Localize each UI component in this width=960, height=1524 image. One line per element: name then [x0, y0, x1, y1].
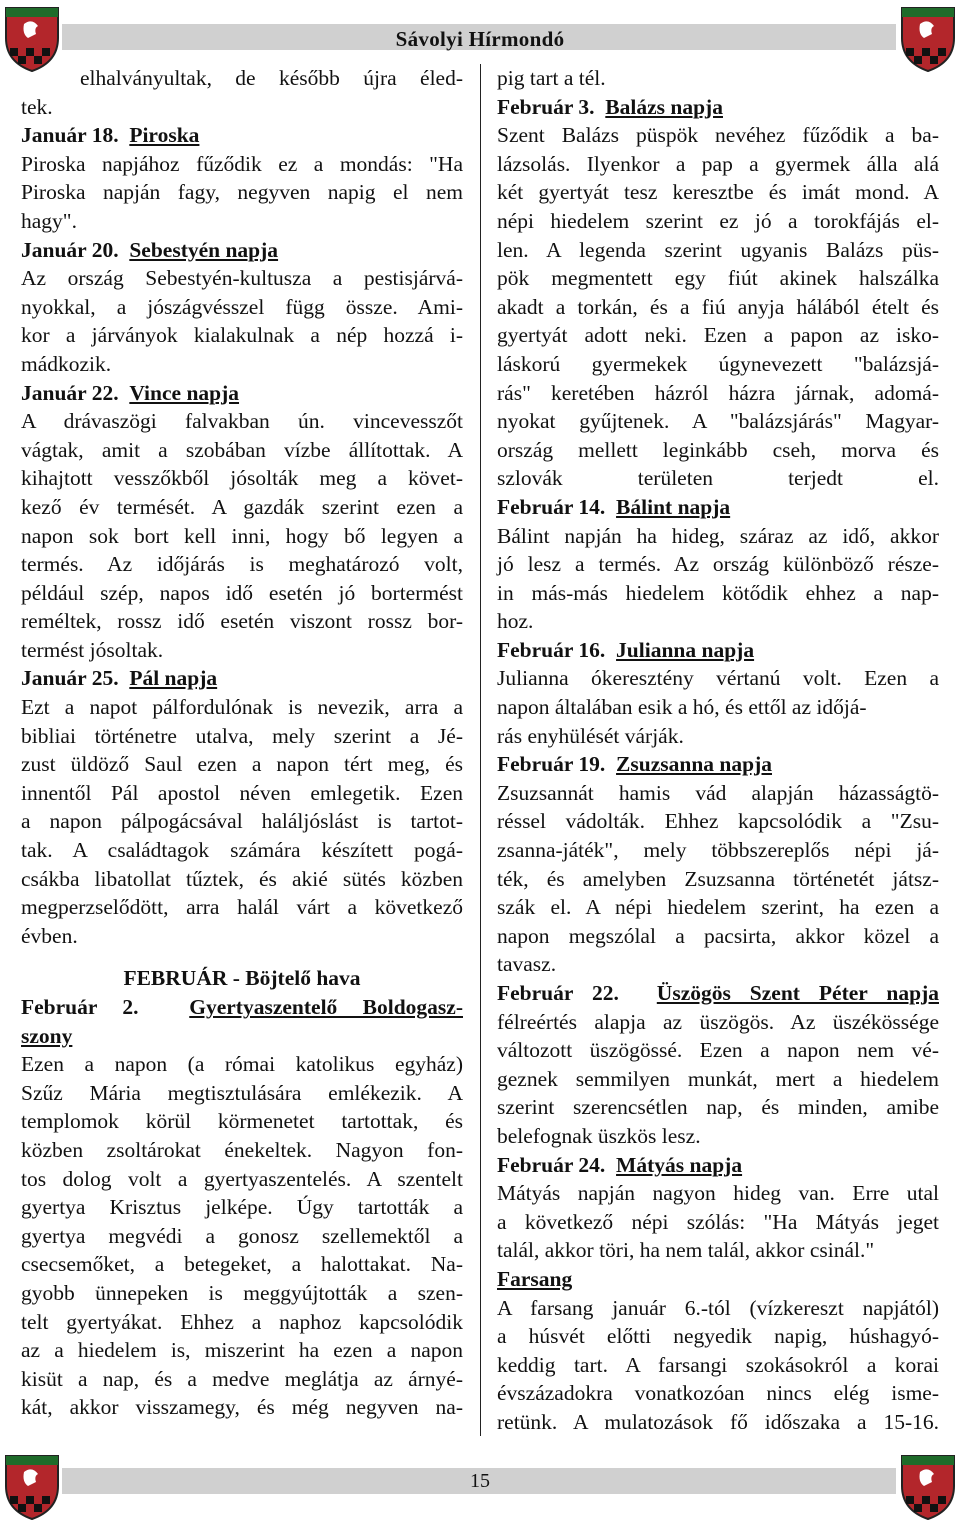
entry-heading — [21, 379, 463, 408]
entry-heading — [21, 236, 463, 265]
text-line: rás" keretében házról házra járnak, adomá- — [497, 380, 939, 405]
entry-date: Február 14. — [497, 494, 606, 519]
left-column — [21, 64, 463, 1422]
text-line: bibliai történetre utalva, mely szerint a Jé- — [21, 723, 463, 748]
text-line: lázsolás. Ilyenkor a pap a gyermek álla alá — [497, 151, 939, 176]
entry-title: Gyertyaszentelő Boldogasz- — [189, 995, 463, 1019]
entry-date: Február 19. — [497, 752, 606, 777]
text-line: közben zsoltárokat énekeltek. Nagyon fon- — [21, 1137, 463, 1162]
text-line: keddig tart. A farsangi szokásokról a korai — [497, 1352, 939, 1377]
entry-date: Február 22. — [497, 981, 619, 1005]
entry-heading — [497, 750, 939, 779]
text-line: in más-más hiedelem kötődik ehhez a nap- — [497, 580, 939, 605]
text-line: évben. — [21, 923, 78, 948]
entry-title: szony — [21, 1023, 73, 1048]
text-line: A drávaszögi falvakban ún. vincevesszőt — [21, 409, 463, 434]
text-line: gyertyát adott neki. Ezen a papon az isko- — [497, 323, 939, 348]
entry-title: Sebestyén napja — [129, 237, 279, 262]
text-line: Julianna ókeresztény vértanú volt. Ezen a — [497, 666, 939, 691]
entry-title: Julianna napja — [616, 637, 755, 662]
text-line: gyertya megvédi a gonosz szellemektől a — [21, 1223, 463, 1248]
text-line: pig tart a tél. — [497, 66, 606, 90]
text-line: népi hiedelem szerint ez jó a torokfájás el- — [497, 208, 939, 233]
text-line: réssel vádolták. Ehhez kapcsolódik a "Zsu- — [497, 809, 939, 834]
text-line: retünk. A mulatozások fő időszaka a 15-16. — [497, 1409, 939, 1434]
farsang-heading: Farsang — [497, 1266, 573, 1291]
text-line: gyobb ünnepeken is meggyújtották a szen- — [21, 1280, 463, 1305]
entry-date: Január 18. — [21, 123, 119, 148]
text-line: elhalványultak, de később újra éled- — [80, 66, 463, 90]
text-line: szlovák területen terjedt el. — [497, 466, 939, 491]
text-line: az a hiedelem is, miszerint ha ezen a napon — [21, 1338, 463, 1363]
entry-heading — [21, 664, 463, 693]
entry-date: Január 22. — [21, 380, 119, 405]
entry-title: Vince napja — [129, 380, 240, 405]
text-line: a húsvét előtti negyedik napig, húshagyó- — [497, 1324, 939, 1349]
page-number: 15 — [470, 1470, 490, 1492]
text-line: zust üldöző Saul ezen a napon tért meg, és — [21, 752, 463, 777]
text-line: termést jósoltak. — [21, 637, 164, 662]
text-line: tek. — [21, 94, 53, 119]
text-line: A farsang január 6.-tól (vízkereszt napjától) — [497, 1295, 939, 1320]
text-line: kihajtott vesszőkből jósolták meg a követ- — [21, 466, 463, 491]
right-column — [497, 64, 939, 1437]
entry-date: Január 20. — [21, 237, 119, 262]
entry-date: Február 24. — [497, 1152, 606, 1177]
text-line: kát, akkor visszamegy, és még negyven na- — [21, 1395, 463, 1420]
entry-date: Február 2. — [21, 995, 139, 1019]
entry-heading — [497, 1265, 939, 1294]
text-line: hoz. — [497, 609, 534, 634]
entry-heading — [497, 636, 939, 665]
entry-date: Január 25. — [21, 666, 119, 691]
entry-heading — [497, 93, 939, 122]
text-line: telt gyertyákat. Ehhez a naphoz kapcsolódik — [21, 1309, 463, 1334]
text-line: akadt a torkán, és a fiú anyja hálából ételt és — [497, 294, 939, 319]
entry-title: Bálint napja — [616, 494, 731, 519]
text-line: len. A legenda szerint ugyanis Balázs püs- — [497, 237, 939, 262]
text-line: változott üszögössé. Ezen a napon nem vé- — [497, 1038, 939, 1063]
text-line: Piroska napjához fűződik ez a mondás: "Ha — [21, 151, 463, 176]
text-line: gyertya Krisztus jelképe. Úgy tartották a — [21, 1195, 463, 1220]
text-line: pök megmentett egy fiút akinek halszálka — [497, 266, 939, 291]
text-line: két gyertyát tesz keresztbe és imát mond. A — [497, 180, 939, 205]
entry-heading — [497, 493, 939, 522]
section-heading: FEBRUÁR - Böjtelő hava — [123, 966, 361, 991]
entry-heading — [497, 1151, 939, 1180]
text-line: a következő népi szólás: "Ha Mátyás jeget — [497, 1209, 939, 1234]
entry-title: Pál napja — [129, 666, 218, 691]
text-line: Piroska napján fagy, negyven napig el nem — [21, 180, 463, 205]
text-line: Bálint napján ha hideg, száraz az idő, akkor — [497, 523, 939, 548]
text-line: Zsuzsannát hamis vád alapján házasságtö- — [497, 780, 939, 805]
entry-title: Balázs napja — [605, 94, 723, 119]
text-line: például szép, napos idő esetén jó bortermést — [21, 580, 463, 605]
text-line: kisüt a nap, és a medve meglátja az árnyé- — [21, 1366, 463, 1391]
text-line: Ezt a napot pálfordulónak is nevezik, arra a — [21, 695, 463, 720]
page-header-title: Sávolyi Hírmondó — [395, 27, 565, 51]
text-line: termés. Az időjárás is meghatározó volt, — [21, 552, 463, 577]
text-line: Az ország Sebestyén-kultusza a pestisjárvá- — [21, 266, 463, 291]
text-line: ték, és amelyben Zsuzsanna történetét játsz- — [497, 866, 939, 891]
text-line: tavasz. — [497, 952, 557, 977]
text-line: szerint szerencsétlen nap, és minden, amibe — [497, 1095, 939, 1120]
text-line: talál, akkor töri, ha nem talál, akkor csinál." — [497, 1238, 875, 1263]
entry-title: Zsuzsanna napja — [616, 752, 772, 777]
text-line: Ezen a napon (a római katolikus egyház) — [21, 1052, 463, 1077]
text-line: Mátyás napján nagyon hideg van. Erre utal — [497, 1181, 939, 1206]
text-line: napon megszólal a pacsirta, akkor közel a — [497, 923, 939, 948]
text-line: vágtak, amit a szobában vízbe állítottak. A — [21, 437, 463, 462]
text-line: hagy". — [21, 208, 77, 233]
text-line: évszázadokra vonatkozóan nincs elég isme- — [497, 1381, 939, 1406]
text-line: reméltek, rossz idő esetén viszont rossz bor- — [21, 609, 463, 634]
text-line: zsanna-játék", mely többszereplős népi já- — [497, 838, 939, 863]
entry-title: Mátyás napja — [616, 1152, 743, 1177]
text-line: kor a járványok kialakulnak a nép hozzá i- — [21, 323, 463, 348]
text-line: a napon pálpogácsával haláljóslást is tartot- — [21, 809, 463, 834]
text-line: mádkozik. — [21, 351, 112, 376]
text-line: csecsemőket, a betegeket, a halottakat. Na- — [21, 1252, 463, 1277]
text-line: belefognak üszkös lesz. — [497, 1123, 701, 1148]
text-line: Szent Balázs püspök nevéhez fűződik a ba- — [497, 123, 939, 148]
text-line: tak. A családtagok számára készített pogá- — [21, 838, 463, 863]
entry-heading — [497, 979, 939, 1008]
entry-heading — [21, 121, 463, 150]
text-line: csákba libatollat tűztek, és akié sütés közben — [21, 866, 463, 891]
entry-title: Piroska — [129, 123, 200, 148]
text-line: templomok körül körmenetet tartottak, és — [21, 1109, 463, 1134]
text-line: tos dolog volt a gyertyaszentelés. A szentelt — [21, 1166, 463, 1191]
text-line: napon sok bort kell inni, hogy bő legyen a — [21, 523, 463, 548]
text-line: rás enyhülését várják. — [497, 723, 684, 748]
text-line: nyokat gyűjtenek. A "balázsjárás" Magyar- — [497, 409, 939, 434]
text-line: félreértés alapja az üszögös. Az üszékössége — [497, 1009, 939, 1034]
text-line: innentől Pál apostol néven emlegetik. Ezen — [21, 780, 463, 805]
text-line: kező év termését. A gazdák szerint ezen a — [21, 494, 463, 519]
text-line: szák el. A népi hiedelem szerint, ha ezen a — [497, 895, 939, 920]
text-line: Szűz Mária megtisztulására emlékezik. A — [21, 1080, 463, 1105]
text-line: megperzselődött, arra halál várt a következő — [21, 895, 463, 920]
entry-heading — [21, 993, 463, 1022]
entry-date: Február 16. — [497, 637, 606, 662]
text-line: jó lesz a termés. Az ország különböző része- — [497, 552, 939, 577]
entry-title: Üszögös Szent Péter napja — [656, 981, 939, 1005]
text-line: láskorú gyermekek úgynevezett "balázsjá- — [497, 351, 939, 376]
text-line: nyokkal, a jószágvésszel függ össze. Ami- — [21, 294, 463, 319]
text-line: napon általában esik a hó, és ettől az időjá- — [497, 695, 867, 720]
entry-title-cont — [21, 1022, 463, 1051]
column-divider — [480, 64, 481, 1436]
text-line: geznek semmilyen munkát, mert a hiedelem — [497, 1066, 939, 1091]
entry-date: Február 3. — [497, 94, 595, 119]
text-line: ország mellett leginkább cseh, morva és — [497, 437, 939, 462]
